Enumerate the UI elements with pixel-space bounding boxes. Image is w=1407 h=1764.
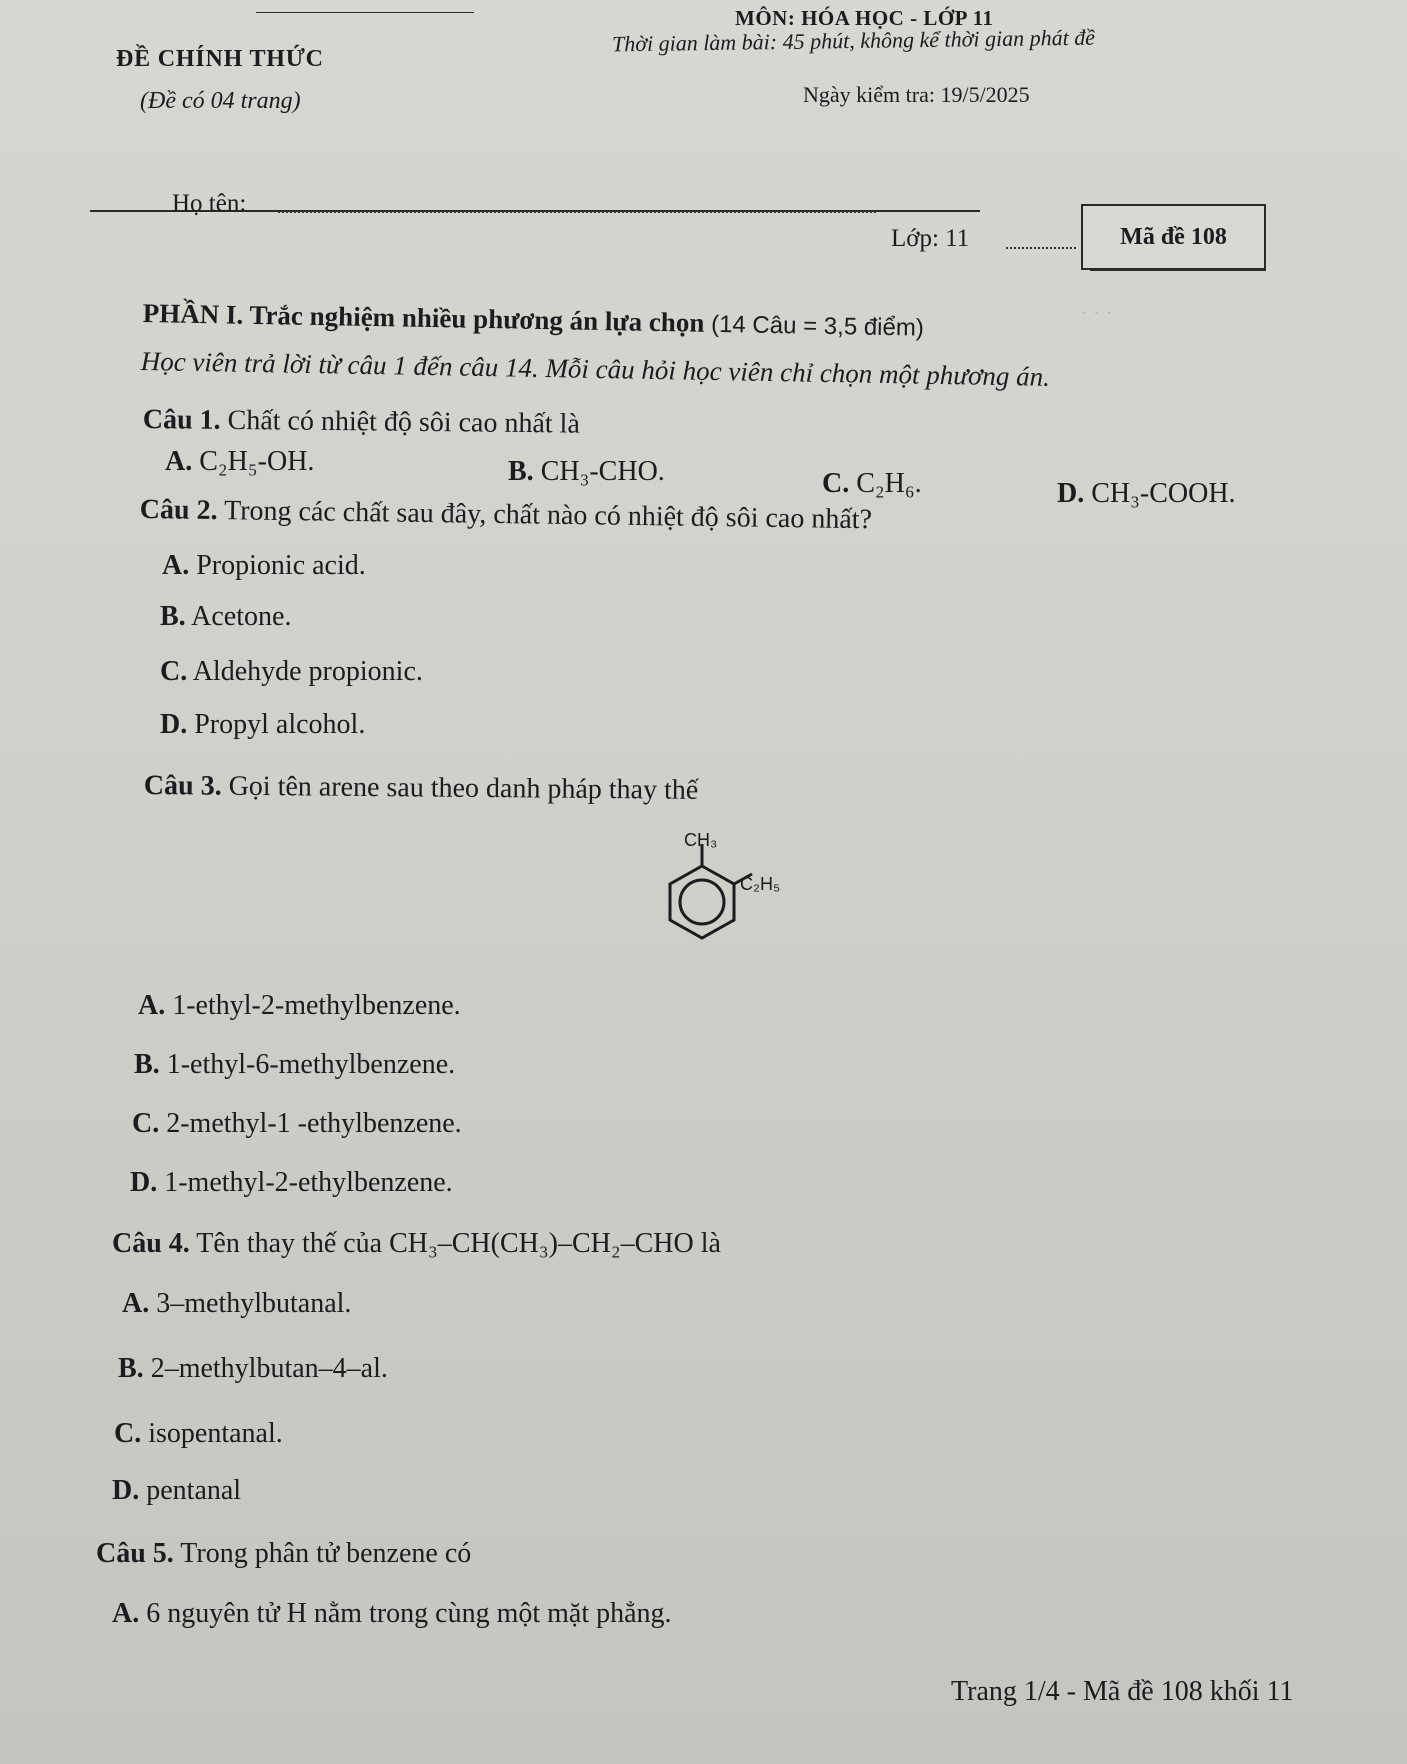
option-text: Aldehyde propionic. xyxy=(192,656,423,687)
option-text: 6 nguyên tử H nằm trong cùng một mặt phẳng. xyxy=(146,1598,672,1629)
option-letter: A. xyxy=(122,1288,150,1319)
option-letter: A. xyxy=(112,1598,140,1629)
option-text: Propionic acid. xyxy=(196,550,366,581)
name-label: Họ tên: xyxy=(172,190,247,217)
q3-option-d[interactable] xyxy=(130,1167,453,1199)
question-4 xyxy=(112,1228,721,1260)
question-label: Câu 3. xyxy=(143,770,222,802)
code-underline xyxy=(1090,270,1266,271)
question-label: Câu 4. xyxy=(112,1228,190,1259)
option-letter: A. xyxy=(138,990,166,1021)
option-letter: D. xyxy=(112,1475,140,1506)
q3-option-a[interactable] xyxy=(138,990,461,1022)
question-text: Trong phân tử benzene có xyxy=(180,1538,472,1569)
class-label: Lớp: 11 xyxy=(891,225,970,252)
option-letter: B. xyxy=(134,1049,160,1080)
option-letter: C. xyxy=(132,1108,160,1139)
q2-option-d[interactable] xyxy=(160,709,365,741)
q3-option-c[interactable] xyxy=(132,1108,462,1140)
header-rule xyxy=(256,12,474,13)
q1-option-a[interactable] xyxy=(165,446,314,478)
question-3 xyxy=(144,770,699,807)
ethyl-label: C₂H₅ xyxy=(740,874,781,894)
option-letter: D. xyxy=(130,1167,158,1198)
option-letter: D. xyxy=(160,709,188,740)
option-text: isopentanal. xyxy=(148,1418,283,1449)
page-footer: Trang 1/4 - Mã đề 108 khối 11 xyxy=(951,1676,1294,1707)
q2-option-b[interactable] xyxy=(160,601,291,633)
question-2 xyxy=(140,494,873,536)
question-text: Chất có nhiệt độ sôi cao nhất là xyxy=(227,404,581,440)
exam-date: Ngày kiểm tra: 19/5/2025 xyxy=(803,82,1030,107)
q3-option-b[interactable] xyxy=(134,1049,455,1081)
option-letter: C. xyxy=(822,468,850,499)
option-text: 1-methyl-2-ethylbenzene. xyxy=(164,1167,453,1198)
option-letter: A. xyxy=(165,446,193,477)
q1-option-b[interactable] xyxy=(508,456,665,488)
q4-option-c[interactable] xyxy=(114,1418,283,1450)
exam-code-box: Mã đề 108 xyxy=(1081,204,1266,270)
option-letter: B. xyxy=(160,601,186,632)
option-text: CH₃-COOH. xyxy=(1091,478,1236,509)
section-title: PHẦN I. Trắc nghiệm nhiều phương án lựa chọn xyxy=(142,298,705,338)
option-text: C₂H₅-OH. xyxy=(199,446,315,477)
pages-note: (Đề có 04 trang) xyxy=(140,88,301,114)
option-text: CH₃-CHO. xyxy=(540,456,665,487)
option-text: 2–methylbutan–4–al. xyxy=(150,1353,388,1384)
bleed-through-text: · · · xyxy=(1080,300,1113,325)
question-text: Gọi tên arene sau theo danh pháp thay thế xyxy=(228,770,699,806)
question-text: Tên thay thế của CH₃–CH(CH₃)–CH₂–CHO là xyxy=(196,1228,721,1259)
question-label: Câu 2. xyxy=(139,494,218,527)
q4-option-b[interactable] xyxy=(118,1353,388,1385)
q1-option-c[interactable] xyxy=(822,468,922,500)
option-text: pentanal xyxy=(146,1475,242,1506)
option-text: 3–methylbutanal. xyxy=(156,1288,352,1319)
question-text: Trong các chất sau đây, chất nào có nhiệt độ sôi cao nhất? xyxy=(223,495,873,536)
time-note: Thời gian làm bài: 45 phút, không kể thời gian phát đề xyxy=(611,24,1096,57)
official-label: ĐỀ CHÍNH THỨC xyxy=(116,46,324,72)
option-text: Acetone. xyxy=(191,601,292,632)
option-text: C₂H₆. xyxy=(856,468,922,499)
question-1 xyxy=(143,404,580,441)
option-letter: C. xyxy=(160,656,188,687)
name-fill-line[interactable] xyxy=(278,211,876,213)
question-5 xyxy=(96,1538,471,1570)
section-points: (14 Câu = 3,5 điểm) xyxy=(710,310,925,342)
question-label: Câu 5. xyxy=(96,1538,174,1569)
option-letter: B. xyxy=(508,456,534,487)
option-letter: D. xyxy=(1057,478,1085,509)
option-text: 2-methyl-1 -ethylbenzene. xyxy=(166,1108,462,1139)
subject-title: MÔN: HÓA HỌC - LỚP 11 xyxy=(735,6,994,30)
q5-option-a[interactable] xyxy=(112,1598,672,1630)
option-text: Propyl alcohol. xyxy=(194,709,366,740)
class-fill-line[interactable] xyxy=(1006,247,1076,249)
section-instruction: Học viên trả lời từ câu 1 đến câu 14. Mỗi câu hỏi học viên chỉ chọn một phương án. xyxy=(140,346,1051,392)
methyl-label: CH₃ xyxy=(684,830,718,850)
q4-option-d[interactable] xyxy=(112,1475,241,1507)
q2-option-c[interactable] xyxy=(160,656,423,688)
option-letter: B. xyxy=(118,1353,144,1384)
q2-option-a[interactable] xyxy=(162,550,366,582)
option-letter: A. xyxy=(162,550,190,581)
option-text: 1-ethyl-6-methylbenzene. xyxy=(166,1049,456,1080)
option-text: 1-ethyl-2-methylbenzene. xyxy=(172,990,461,1021)
section-heading xyxy=(142,298,924,343)
question-label: Câu 1. xyxy=(142,404,221,436)
arene-structure xyxy=(640,818,800,978)
option-letter: C. xyxy=(114,1418,142,1449)
q4-option-a[interactable] xyxy=(122,1288,351,1320)
q1-option-d[interactable] xyxy=(1057,478,1236,510)
